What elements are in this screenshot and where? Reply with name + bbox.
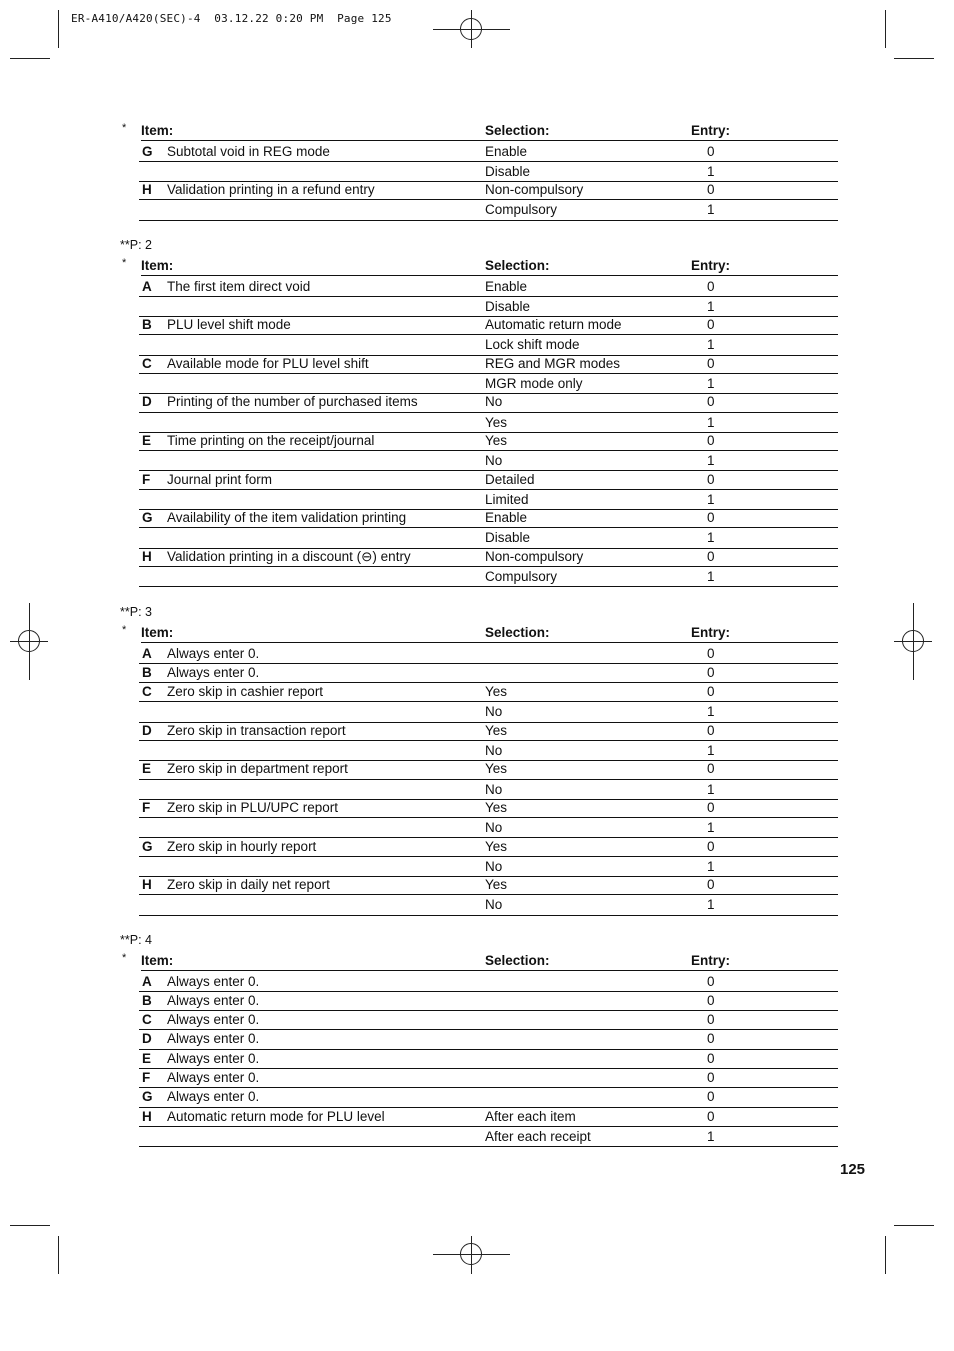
table-row (139, 895, 838, 914)
option-selection: Yes (485, 799, 508, 815)
table-row (139, 759, 838, 779)
table-row (139, 374, 838, 393)
option-group (139, 1107, 838, 1148)
table-row (139, 1107, 838, 1127)
option-selection: No (485, 453, 503, 469)
option-entry: 0 (707, 1031, 715, 1047)
option-group (139, 663, 838, 683)
option-entry: 1 (707, 704, 715, 720)
option-item: Always enter 0. (167, 1012, 260, 1028)
page-number: 125 (840, 1161, 866, 1178)
option-entry: 1 (707, 453, 715, 469)
option-entry: 0 (707, 278, 715, 294)
option-letter: H (142, 182, 152, 198)
crop-mark (10, 58, 50, 59)
option-entry: 0 (707, 1108, 715, 1124)
option-selection: Non-compulsory (485, 548, 584, 564)
option-entry: 0 (707, 877, 715, 893)
option-letter: F (142, 471, 151, 487)
option-letter: E (142, 1050, 152, 1066)
option-letter: B (142, 664, 152, 680)
option-group (139, 1068, 838, 1088)
table-row (139, 451, 838, 470)
table-header (141, 123, 838, 141)
section-label: **P: 3 (120, 605, 152, 619)
table-row (139, 1010, 838, 1029)
option-entry: 1 (707, 781, 715, 797)
table-row (139, 857, 838, 876)
option-entry: 0 (707, 471, 715, 487)
option-group (139, 1029, 838, 1049)
option-entry: 1 (707, 491, 715, 507)
option-selection: No (485, 858, 503, 874)
option-entry: 0 (707, 799, 715, 815)
table-row (139, 528, 838, 547)
option-entry: 0 (707, 684, 715, 700)
option-item: Always enter 0. (167, 1089, 260, 1105)
column-header-selection: Selection: (485, 953, 550, 968)
option-selection: Automatic return mode (485, 317, 622, 333)
column-header-item: Item: (141, 258, 174, 273)
option-item: Validation printing in a discount (⊖) entry (167, 548, 411, 564)
option-group (139, 142, 838, 183)
table-row (139, 780, 838, 799)
option-group (139, 721, 838, 762)
column-header-entry: Entry: (691, 258, 731, 273)
option-group (139, 470, 838, 511)
option-entry: 0 (707, 838, 715, 854)
option-selection: Enable (485, 278, 528, 294)
option-letter: C (142, 1012, 152, 1028)
table-row (139, 413, 838, 432)
option-letter: F (142, 1070, 151, 1085)
asterisk-marker: * (122, 122, 127, 134)
table-header (141, 258, 838, 276)
option-letter: A (142, 645, 152, 661)
option-selection: Yes (485, 684, 508, 700)
option-entry: 1 (707, 568, 715, 584)
option-group (139, 837, 838, 878)
option-item: Availability of the item validation printing (167, 510, 407, 526)
crop-mark (894, 1225, 934, 1226)
option-selection: Non-compulsory (485, 182, 584, 198)
option-item: Zero skip in daily net report (167, 877, 330, 893)
option-letter: G (142, 838, 153, 854)
option-entry: 1 (707, 414, 715, 430)
table-row (139, 335, 838, 354)
table-row (139, 142, 838, 162)
option-selection: Yes (485, 761, 508, 777)
section-label: **P: 4 (120, 933, 152, 947)
option-selection: No (485, 742, 503, 758)
option-selection: Limited (485, 491, 529, 507)
option-letter: A (142, 973, 152, 989)
option-item: Time printing on the receipt/journal (167, 432, 375, 448)
option-group (139, 644, 838, 664)
table-row (139, 392, 838, 412)
option-group (139, 798, 838, 839)
option-letter: F (142, 799, 151, 815)
option-entry: 1 (707, 163, 715, 179)
option-entry: 1 (707, 337, 715, 353)
option-entry: 0 (707, 510, 715, 526)
option-entry: 0 (707, 355, 715, 371)
option-entry: 0 (707, 432, 715, 448)
table-row (139, 818, 838, 837)
option-selection: Detailed (485, 471, 535, 487)
option-group (139, 1010, 838, 1030)
column-header-selection: Selection: (485, 123, 550, 138)
option-letter: D (142, 722, 152, 738)
option-selection: After each receipt (485, 1128, 591, 1144)
option-selection: After each item (485, 1108, 576, 1124)
option-letter: E (142, 761, 152, 777)
option-selection: Yes (485, 414, 508, 430)
option-item: Zero skip in transaction report (167, 722, 346, 738)
option-selection: Disable (485, 298, 531, 314)
option-entry: 1 (707, 375, 715, 391)
option-item: Always enter 0. (167, 973, 260, 989)
option-item: Validation printing in a refund entry (167, 182, 375, 198)
table-row (139, 567, 838, 586)
option-entry: 0 (707, 992, 715, 1008)
option-letter: D (142, 1031, 152, 1047)
section-label: **P: 2 (120, 238, 152, 252)
crop-mark (885, 10, 886, 48)
option-entry: 0 (707, 722, 715, 738)
option-item: Printing of the number of purchased items (167, 394, 418, 410)
column-header-entry: Entry: (691, 123, 731, 138)
option-group (139, 180, 838, 221)
column-header-item: Item: (141, 123, 174, 138)
option-selection: No (485, 820, 503, 836)
table-row (139, 702, 838, 721)
option-selection: Disable (485, 163, 531, 179)
option-group (139, 682, 838, 723)
option-selection: No (485, 781, 503, 797)
option-item: PLU level shift mode (167, 317, 291, 333)
asterisk-marker: * (122, 624, 127, 636)
crop-mark (58, 1236, 59, 1274)
column-header-item: Item: (141, 953, 174, 968)
table-row (139, 644, 838, 663)
table-row (139, 508, 838, 528)
crop-mark (58, 10, 59, 48)
table-row (139, 1087, 838, 1106)
option-selection: MGR mode only (485, 375, 583, 391)
option-group (139, 315, 838, 356)
table-header (141, 953, 838, 971)
option-selection: No (485, 897, 503, 913)
table-row (139, 972, 838, 991)
option-item: Automatic return mode for PLU level (167, 1108, 385, 1124)
table-row (139, 991, 838, 1010)
option-item: Always enter 0. (167, 1070, 260, 1085)
option-item: Zero skip in PLU/UPC report (167, 799, 339, 815)
option-item: Zero skip in hourly report (167, 838, 317, 854)
option-entry: 0 (707, 645, 715, 661)
option-entry: 0 (707, 1012, 715, 1028)
asterisk-marker: * (122, 952, 127, 964)
table-row (139, 431, 838, 451)
option-selection: No (485, 704, 503, 720)
option-entry: 1 (707, 858, 715, 874)
option-entry: 1 (707, 530, 715, 546)
option-group (139, 1087, 838, 1107)
option-entry: 0 (707, 1089, 715, 1105)
option-letter: C (142, 684, 152, 700)
option-item: Always enter 0. (167, 645, 260, 661)
column-header-item: Item: (141, 625, 174, 640)
table-row (139, 162, 838, 181)
option-entry: 0 (707, 973, 715, 989)
table-row (139, 798, 838, 818)
option-entry: 1 (707, 742, 715, 758)
option-letter: H (142, 548, 152, 564)
option-selection: Enable (485, 143, 528, 159)
option-entry: 1 (707, 897, 715, 913)
option-entry: 0 (707, 761, 715, 777)
option-entry: 1 (707, 1128, 715, 1144)
option-entry: 0 (707, 548, 715, 564)
column-header-entry: Entry: (691, 625, 731, 640)
table-header (141, 625, 838, 643)
asterisk-marker: * (122, 257, 127, 269)
table-row (139, 682, 838, 702)
option-item: Zero skip in cashier report (167, 684, 324, 700)
crop-mark (885, 1236, 886, 1274)
option-letter: E (142, 432, 152, 448)
table-row (139, 470, 838, 490)
print-header: ER-A410/A420(SEC)-4 03.12.22 0:20 PM Page 125 (71, 12, 392, 25)
option-selection: Yes (485, 432, 508, 448)
option-letter: C (142, 355, 152, 371)
table-row (139, 875, 838, 895)
option-letter: B (142, 992, 152, 1008)
option-letter: H (142, 1108, 152, 1124)
table-row (139, 315, 838, 335)
table-row (139, 547, 838, 567)
table-row (139, 1049, 838, 1068)
option-entry: 0 (707, 664, 715, 680)
column-header-selection: Selection: (485, 625, 550, 640)
option-entry: 0 (707, 1050, 715, 1066)
option-selection: Yes (485, 722, 508, 738)
option-entry: 1 (707, 202, 715, 218)
option-entry: 0 (707, 317, 715, 333)
option-selection: Yes (485, 877, 508, 893)
option-letter: G (142, 510, 153, 526)
table-row (139, 1068, 838, 1087)
option-selection: Yes (485, 838, 508, 854)
option-group (139, 392, 838, 433)
option-entry: 0 (707, 143, 715, 159)
table-row (139, 354, 838, 374)
option-letter: B (142, 317, 152, 333)
table-row (139, 837, 838, 857)
option-item: Always enter 0. (167, 1050, 260, 1066)
option-selection: Compulsory (485, 568, 558, 584)
option-selection: Lock shift mode (485, 337, 580, 353)
option-group (139, 875, 838, 916)
option-letter: G (142, 143, 153, 159)
option-group (139, 508, 838, 549)
option-item: Always enter 0. (167, 664, 260, 680)
option-selection: REG and MGR modes (485, 355, 621, 371)
crop-mark (10, 1225, 50, 1226)
option-item: Zero skip in department report (167, 761, 348, 777)
table-row (139, 663, 838, 682)
option-entry: 1 (707, 820, 715, 836)
crop-mark (894, 58, 934, 59)
table-row (139, 200, 838, 219)
table-row (139, 1127, 838, 1146)
option-group (139, 547, 838, 588)
option-selection: Disable (485, 530, 531, 546)
option-item: Always enter 0. (167, 1031, 260, 1047)
option-selection: No (485, 394, 503, 410)
option-entry: 0 (707, 182, 715, 198)
table-row (139, 180, 838, 200)
column-header-selection: Selection: (485, 258, 550, 273)
option-entry: 0 (707, 394, 715, 410)
option-group (139, 759, 838, 800)
option-item: Journal print form (167, 471, 273, 487)
option-group (139, 431, 838, 472)
option-group (139, 277, 838, 318)
option-item: Always enter 0. (167, 992, 260, 1008)
column-header-entry: Entry: (691, 953, 731, 968)
table-row (139, 741, 838, 760)
option-selection: Compulsory (485, 202, 558, 218)
option-selection: Enable (485, 510, 528, 526)
option-entry: 0 (707, 1070, 715, 1085)
option-letter: D (142, 394, 152, 410)
option-group (139, 354, 838, 395)
option-group (139, 1049, 838, 1069)
option-group (139, 972, 838, 992)
option-item: Subtotal void in REG mode (167, 143, 330, 159)
option-item: The first item direct void (167, 278, 311, 294)
table-row (139, 490, 838, 509)
option-group (139, 991, 838, 1011)
option-letter: H (142, 877, 152, 893)
option-letter: A (142, 278, 152, 294)
option-entry: 1 (707, 298, 715, 314)
table-row (139, 1029, 838, 1048)
table-row (139, 721, 838, 741)
option-letter: G (142, 1089, 153, 1105)
option-item: Available mode for PLU level shift (167, 355, 369, 371)
table-row (139, 277, 838, 297)
table-row (139, 297, 838, 316)
